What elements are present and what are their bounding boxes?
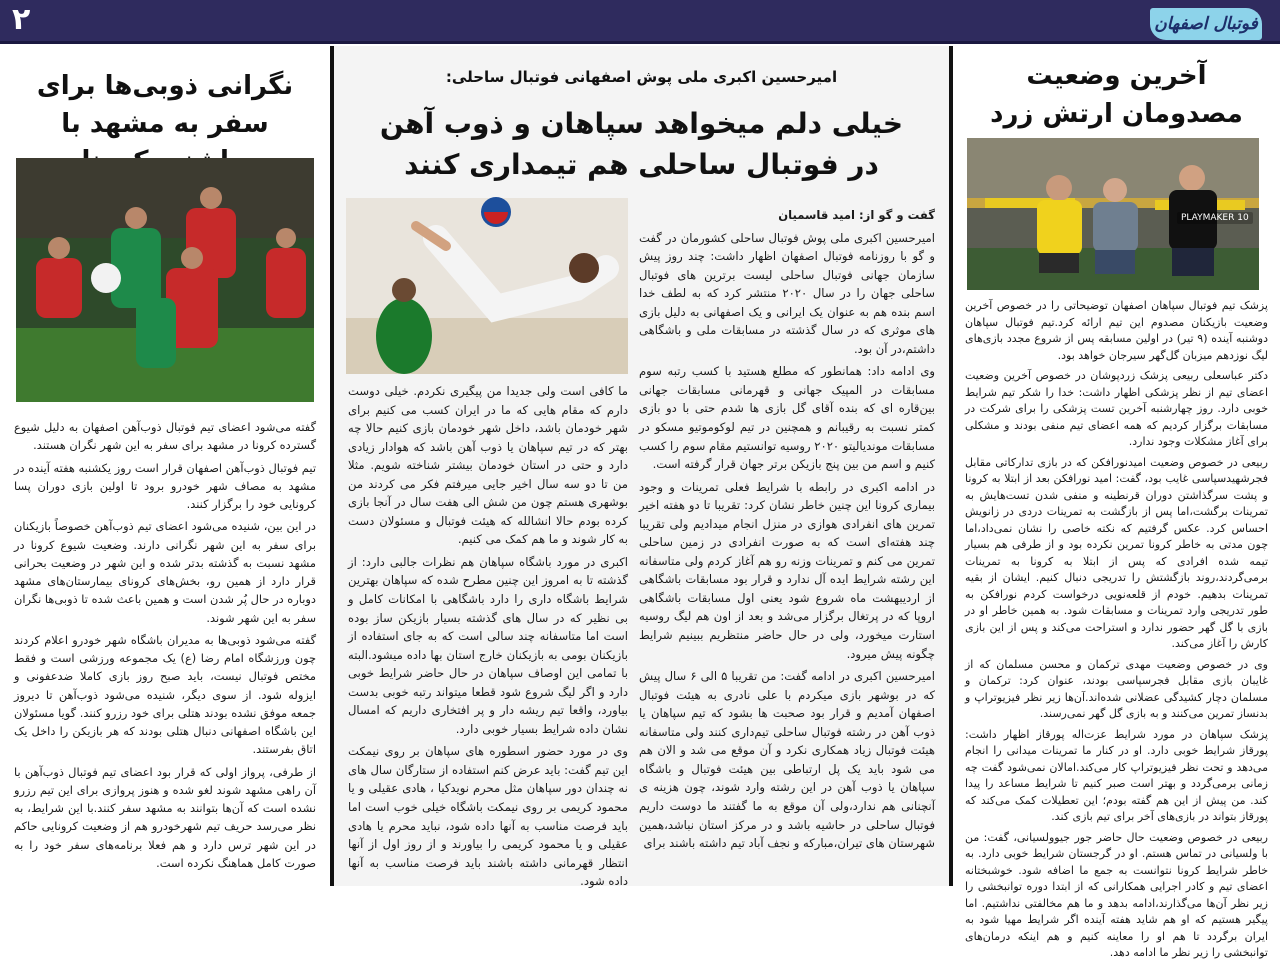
paragraph: ما کافی است ولی جدیدا من پیگیری نکردم. خیلی دوست دارم که مقام هایی که ما در ایران کسب می کنیم برای شهر خودمان باشد، داخل شهر خودمان بازی کنیم حالا چه بهتر که در تیم سپاهان یا ذوب آهن باشد که هوادار زیادی دارد و حتی در استان خودمان بیشتر شناخته شویم. مثلا من تا دو سه سال اخیر جایی میرفتم فکر می کردند من بوشهری هستم چون من شش الی هفت سال در آنجا بازی کرده بودم حالا انشالله که هیئت فوتبال و مسئولان دست به کار شوند و ما هم کمک می کنیم. <box>348 384 628 547</box>
middle-article-left-body <box>348 382 628 889</box>
paragraph: گفته می‌شود اعضای تیم فوتبال ذوب‌آهن اصفهان به دلیل شیوع گسترده کرونا در مشهد برای سفر به این شهر نگران هستند. <box>14 420 316 453</box>
zobahan-match-photo <box>16 158 314 402</box>
paragraph: دکتر عباسعلی ربیعی پزشک زردپوشان در خصوص آخرین وضعیت اعضای تیم از نظر پزشکی اظهار داشت: خدا را شکر تیم شرایط خوبی دارد. روز چهارشنبه آخرین تست پزشکی را برای شرکت در مسابقات برگزار کردیم که همه اعضای تیم منفی بودند و مشکلی برای آغاز مشکلات وجود ندارد. <box>965 369 1268 448</box>
paragraph: پزشک تیم فوتبال سپاهان اصفهان توضیحاتی را در خصوص آخرین وضعیت بازیکنان مصدوم این تیم ارائه کرد.تیم فوتبال سپاهان دوشنبه آینده (۹ تیر) در اولین مسابقه پس از شروع مجدد بازی‌های لیگ نوزدهم میزبان گل‌گهر سیرجان خواهد بود. <box>965 299 1268 362</box>
paragraph: پزشک سپاهان در مورد شرایط عزت‌اله پورقاز اظهار داشت: پورقاز شرایط خوبی دارد. او در کنار ما تمرینات میدانی را انجام می‌دهد و تحت نظر فیزیوتراپ کار می‌کند.امالان نمی‌شود گفت چه زمانی برمی‌گردد و بهتر است صبر کنیم تا شرایط مساعد را پیدا کند. من پیش از این هم گفته بودم؛ این تعطیلات کمک می‌کند که پورقاز بتواند در بازی‌های آخر برای تیم بازی کند. <box>965 727 1268 823</box>
left-article <box>0 46 330 886</box>
paragraph: امیرحسین اکبری در ادامه گفت: من تقریبا ۵ الی ۶ سال پیش که در بوشهر بازی میکردم با علی نادری به هیئت فوتبال اصفهان آمدیم و قرار بود صحبت ها بشود که تیم سپاهان یا ذوب آهن در رشته فوتبال ساحلی تیم‌داری کنند ولی متاسفانه هیئت فوتبال زیاد همکاری نکرد و آن موقع می شد و الان هم می شود باید یک پل ارتباطی بین هیئت فوتبال و باشگاه سپاهان یا ذوب آهن در این رشته وارد شوند، چون هزینه ی آنچنانی هم ندارد،ولی آن موقع به ما گفتند ما دوست داریم فوتبال ساحلی در حاشیه باشد و در مرکز استان نباشد،همین شهرستان های تیران،مبارکه و نجف آباد تیم داشته باشند برای <box>639 669 935 851</box>
middle-article-kicker: امیرحسین اکبری ملی پوش اصفهانی فوتبال ساحلی: <box>445 68 838 86</box>
paragraph: وی ادامه داد: همانطور که مطلع هستید با کسب رتبه سوم مسابقات در المپیک جهانی و قهرمانی مسابقات جهانی بین‌قاره ای که بنده آقای گل بازی ها شدم حتی با دو بازی کمتر نسبت به رقیبانم و همچنین در تیم لوکوموتیو مسکو در مسابقات موندیالیتو ۲۰۲۰ روسیه توانستیم مقام سوم را کسب کنیم و اسم من بین پنج بازیکن برتر جهان قرار گرفته است. <box>639 364 935 472</box>
paragraph: ربیعی در خصوص وضعیت حال حاضر جور جیوولسیانی، گفت: من با ولسیانی در تماس هستم. او در گرجستان شرایط خوبی دارد. به خاطر شرایط کرونا نتوانست به جمع ما اضافه شود. خوشبختانه اعضای تیم و کادر اجرایی همکارانی که از ابتدا دوره توانبخشی را زیر نظر آن‌ها می‌گذارند،ادامه بدهد و ما هم مخالفتی نداشتیم. اما پیگیر هستیم که او هم شاید هفته آینده اگر شرایط مهیا شود به ایران برگردد تا هم او را معاینه کنیم و هم اینکه درمان‌های توانبخشی را زیر نظر ما ادامه دهد. <box>965 830 1268 959</box>
page-number: ۲ <box>12 2 31 37</box>
left-article-body <box>14 418 316 883</box>
brand-logo: فوتبال اصفهان <box>1150 8 1262 40</box>
right-article-body <box>965 298 1268 959</box>
right-article <box>953 46 1280 959</box>
beach-soccer-photo <box>346 198 628 374</box>
middle-article-right-body <box>639 206 935 886</box>
right-article-title: آخرین وضعیت مصدومان ارتش زرد <box>990 61 1243 129</box>
paragraph: امیرحسین اکبری ملی پوش فوتبال ساحلی کشورمان در گفت و گو با روزنامه فوتبال اصفهان اظهار داشت: چند روز پیش سازمان جهانی فوتبال ساحلی لیست برترین های فوتبال ساحلی جهان را در سال ۲۰۲۰ منتشر کرد که به لطف خدا اسم بنده هم به عنوان یک ایرانی و یک اصفهانی به دلیل بازی های موثری که در سال گذشته در مسابقات ملی و باشگاهی داشتم،در آن بود. <box>639 230 935 356</box>
shirt-text: PLAYMAKER 10 <box>1177 212 1253 224</box>
beach-soccer-illustration <box>346 198 628 374</box>
zobahan-match-illustration <box>16 158 314 402</box>
left-article-title: نگرانی ذوبی‌ها برای سفر به مشهد با <box>36 71 294 139</box>
masthead-bar <box>0 0 1280 44</box>
middle-article-title: خیلی دلم میخواهد سپاهان و ذوب آهن در فوتبال ساحلی هم تیمداری کنند <box>379 107 904 181</box>
article-byline: گفت و گو از: امید قاسمیان <box>778 208 935 222</box>
paragraph: در این بین، شنیده می‌شود اعضای تیم ذوب‌آهن خصوصاً بازیکنان برای سفر به این شهر نگرانی دارند. وضعیت شیوع کرونا در مشهد نسبت به گذشته بدتر شده و این شهر در وضعیت بحرانی قرار دارد از همین رو، بخش‌های کرونای بیمارستان‌های مشهد دوباره در حال پُر شدن است و همین باعث شده تا ذوبی‌ها نگران سفر به این شهر شوند. <box>14 519 316 625</box>
paragraph: وی در مورد حضور اسطوره های سپاهان بر روی نیمکت این تیم گفت: باید عرض کنم استفاده از ستارگان سال های نه چندان دور سپاهان مثل محرم نویدکیا ، هادی عقیلی و یا محمود کریمی بر روی نیمکت باشگاه خیلی خوب است اما باید فرصت مناسب به آنها داده شود، نباید محرم یا هادی عقیلی و یا محمود کریمی را بیاورند و از روز اول از آنها انتظار قهرمانی داشته باشند باید فرصت مناسب به آنها داده شود. <box>348 744 628 889</box>
middle-article <box>334 46 949 889</box>
paragraph: در ادامه اکبری در رابطه با شرایط فعلی تمرینات و وجود بیماری کرونا این چنین خاطر نشان کرد: تقریبا تا دو هفته اخیر تمرین های انفرادی هوازی در منزل انجام میدادیم ولی تقریبا چند هفته‌ای است که به صورت انفرادی در زمین ساحلی تمرین می کنم و تمرینات وزنه رو هم آغاز کردم ولی متاسفانه این رشته شرایط ایده آل ندارد و قرار بود مسابقات باشگاهی از اردیبهشت ماه شروع شود یعنی اول مسابقات باشگاهی اروپا که در پرتغال برگزار می‌شد و بعد از اون هم لیگ روسیه استارت میخورد، ولی در حال حاضر منتظریم ببینیم شرایط چگونه پیش میرود. <box>639 479 935 661</box>
paragraph: وی در خصوص وضعیت مهدی ترکمان و محسن مسلمان که از غایبان بازی مقابل فجرسپاسی بودند، عنوان کرد: ترکمان و مسلمان دچار کشیدگی عضلانی شده‌اند.آن‌ها زیر نظر فیزیوتراپ و بدنساز تمرین می‌کنند و به بازی گل گهر نمی‌رسند. <box>965 657 1268 720</box>
paragraph: گفته می‌شود ذوبی‌ها به مدیران باشگاه شهر خودرو اعلام کردند چون ورزشگاه امام رضا (ع) یک مجموعه ورزشی است و فقط مختص فوتبال نیست، باید صبح روز بازی کاملا ضدعفونی و ایزوله شود. از سوی دیگر، شنیده می‌شود ذوب‌آهن تا دیروز جمعه موفق نشده بودند هتلی برای خود رزرو کنند. گویا مسئولان این باشگاه اصفهانی دنبال هتلی بودند که هر بازیکن را داخل یک اتاق بفرستند. <box>14 632 316 757</box>
sepahan-players-photo <box>967 138 1259 290</box>
paragraph: ربیعی در خصوص وضعیت امیدنورافکن که در بازی تدارکاتی مقابل فجرشهیدسپاسی غایب بود، گفت: امید نورافکن بعد از ابتلا به کرونا و پشت سرگذاشتن دوران قرنطینه و منفی شدن تست‌هایش به تمرینات برگشت،اما پس از بازگشت به تمرینات دردی در زانویش احساس کرد. عکس گرفتیم که نکته خاصی را نشان نمی‌داد،اما چون مدتی به خاطر کرونا تمرین نکرده بود و از طرفی هم بسیار تیمه شده افرادی که پس از ابتلا به کرونا به تمرینات برمی‌گردند،روند بازگشتش را تدریجی دنبال کنیم. ایشان از بقیه تمرینات بدهیم. خودم از قلعه‌نویی درخواست کردم نورافکن به طور تدریجی وارد تمرینات و مسابقات شود. به همین خاطر او در بازی با گل گهر حضور ندارد و استراحت می‌کند و پس از این بازی کارش را آغاز می‌کند. <box>965 455 1268 650</box>
paragraph: تیم فوتبال ذوب‌آهن اصفهان قرار است روز یکشنبه هفته آینده در مشهد به مصاف شهر خودرو برود تا اولین بازی دوران پسا کرونایی خود را برگزار کنند. <box>14 460 316 511</box>
paragraph: اکبری در مورد باشگاه سپاهان هم نظرات جالبی دارد: از گذشته تا به امروز این چنین مطرح شده که سپاهان بهترین شرایط باشگاه داری را دارد باشگاهی با امکانات کامل و بی نظیر که در سال های گذشته بسیار بازیکن ساز بوده است اما متاسفانه چند سالی است که به جای استفاده از بازیکنان بومی به بازیکنان خارج استان بها داده میشود.البته با تمامی این اوصاف سپاهان در حال حاضر شرایط خوبی دارد و اگر لیگ شروع شود قطعا میتواند رتبه خوبی بدست بیاورد، واقعا تیم ریشه دار و پر افتخاری داریم که امسال نشان داده شرایط بسیار خوبی دارد. <box>348 554 628 736</box>
paragraph: از طرفی، پرواز اولی که قرار بود اعضای تیم فوتبال ذوب‌آهن با آن راهی مشهد شوند لغو شده و هنوز پروازی برای این تیم رزرو نشده است که آن‌ها بتوانند به مشهد سفر کنند.با این شرایط، به نظر می‌رسد حریف تیم شهرخودرو هم از وضعیت کرونایی حاکم در این شهر ترس دارد و هم فعلا برنامه‌های سفر خود را به صورت کامل هماهنگ نکرده است. <box>14 764 316 870</box>
